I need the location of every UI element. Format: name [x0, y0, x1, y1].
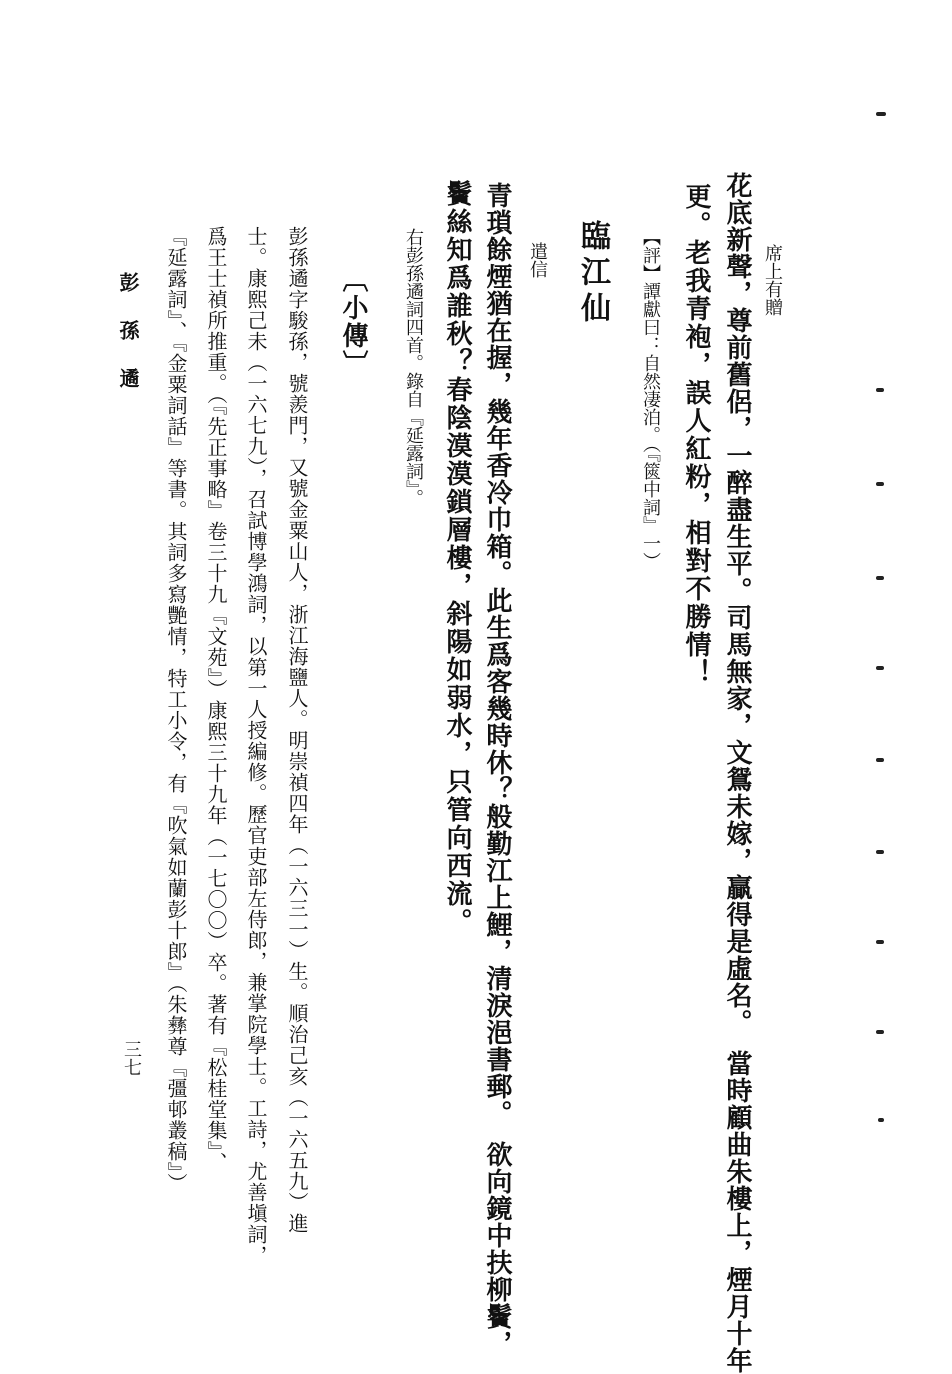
page-number: 三七	[121, 1040, 142, 1076]
poem1-line2: 更。老我青袍，誤人紅粉，相對不勝情！	[681, 183, 711, 687]
margin-mark	[878, 1118, 884, 1122]
margin-mark	[876, 666, 884, 670]
bio-line3: 爲王士禎所推重。（『先正事略』卷三十九『文苑』）康熙三十九年（一七〇〇）卒。著有『松桂堂集』、	[204, 226, 228, 1173]
margin-mark	[876, 850, 884, 854]
running-footer-name: 彭孫遹	[116, 272, 140, 416]
poem2-heading: 遣信	[527, 242, 548, 278]
bio-line1: 彭孫遹字駿孫，號羨門，又號金粟山人，浙江海鹽人。明崇禎四年（一六三一）生。順治己亥（一六五九）進	[285, 226, 309, 1234]
margin-mark	[876, 758, 884, 762]
poem2-line2: 鬢絲知爲誰秋？春陰漠漠鎖層樓，斜陽如弱水，只管向西流。	[442, 180, 472, 936]
margin-mark	[876, 940, 884, 944]
bio-line4: 『延露詞』、『金粟詞話』等書。其詞多寫艷情，特工小令，有『吹氣如蘭彭十郎』（朱彝尊『彊邨叢稿』）	[164, 226, 188, 1194]
margin-mark	[876, 482, 884, 486]
bio-title: 〔小傳〕	[338, 266, 368, 378]
bio-line2: 士。康熙己未（一六七九），召試博學鴻詞，以第一人授編修。歷官吏部左侍郎，兼掌院學士。工詩，尤善塡詞，	[244, 226, 268, 1266]
margin-mark	[876, 388, 884, 392]
poem1-heading: 席上有贈	[762, 244, 783, 316]
margin-mark	[876, 1030, 884, 1034]
source-note: 右彭孫遹詞四首。錄自『延露詞』。	[403, 228, 424, 507]
poem1-line1: 花底新聲，尊前舊侶，一醉盡生平。司馬無家，文鴛未嫁，贏得是虛名。 當時顧曲朱樓上，煙月十年	[722, 172, 752, 1374]
poem2-tune-title: 臨江仙	[575, 220, 610, 328]
margin-mark	[876, 576, 884, 580]
poem1-commentary: 【評】譚獻曰：自然凄泊。（『篋中詞』一）	[640, 228, 661, 570]
poem2-line1: 青瑣餘煙猶在握，幾年香冷巾箱。此生爲客幾時休？般勤江上鯉，清淚浥書郵。 欲向鏡中扶柳鬢，	[482, 182, 512, 1357]
margin-mark	[876, 112, 886, 116]
